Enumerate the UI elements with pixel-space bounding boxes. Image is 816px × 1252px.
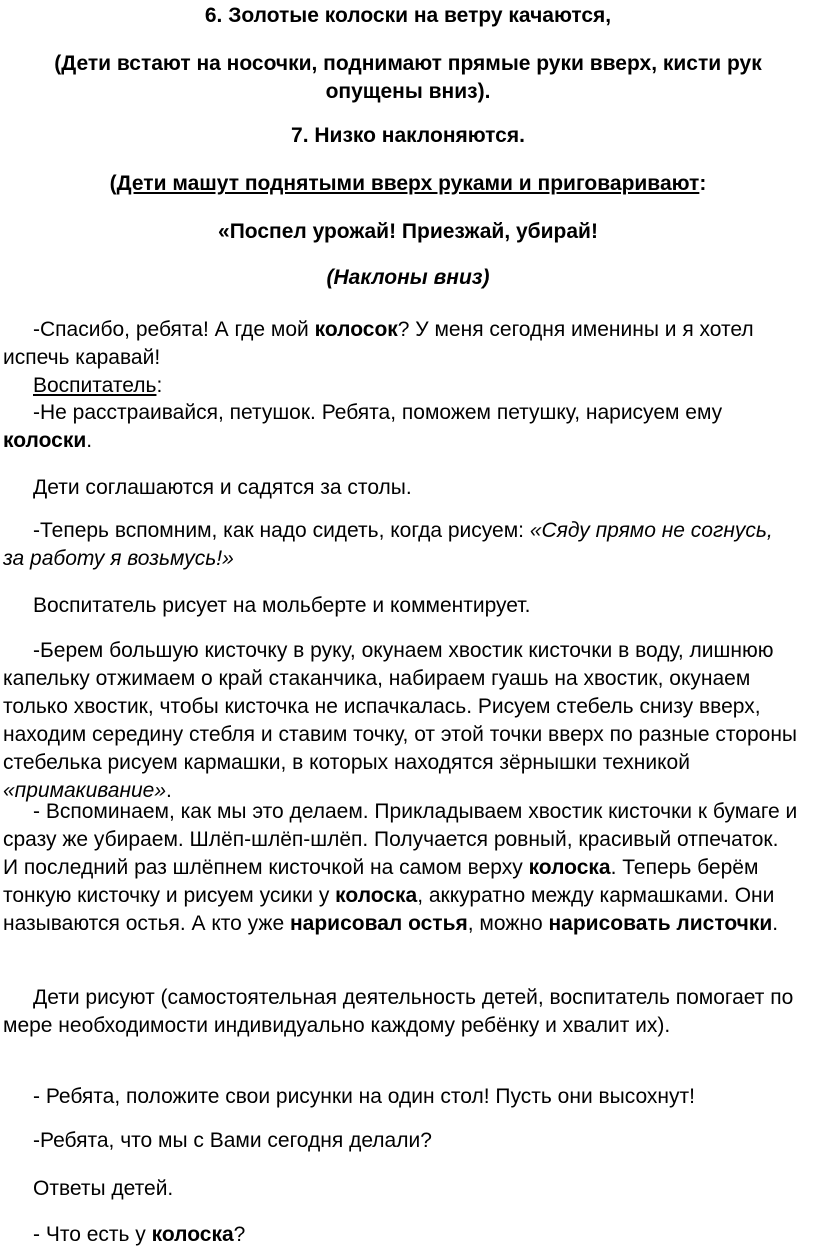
heading-7-note (0, 170, 816, 198)
bold-word: нарисовал остья (289, 912, 468, 935)
paragraph-stamping-technique (3, 798, 798, 938)
bold-word: колоска (151, 1223, 234, 1246)
paragraph-teacher-draws: Воспитатель рисует на мольберте и комментирует. (33, 594, 531, 617)
italic-term: «примакивание» (3, 779, 167, 802)
text-run: : (156, 374, 163, 397)
text-run: - Что есть у (33, 1223, 152, 1246)
text-run: ? (233, 1223, 246, 1246)
paragraph-rooster-thanks (3, 316, 798, 372)
paragraph-children-draw: Дети рисуют (самостоятельная деятельность детей, воспитатель помогает по мере необходимости индивидуально каждому ребёнку и хвалит их). (3, 986, 794, 1037)
text-run: . (772, 912, 779, 935)
paragraph-put-drawings: - Ребята, положите свои рисунки на один стол! Пусть они высохнут! (33, 1085, 695, 1108)
bold-word: колоски (3, 429, 87, 452)
bold-word: колоска (528, 856, 611, 879)
speaker-name: Воспитатель (33, 374, 157, 397)
chant-note: (Наклоны вниз) (326, 266, 490, 289)
text-run: . (86, 429, 93, 452)
paragraph-drawing-instructions (3, 637, 798, 805)
paragraph-answers: Ответы детей. (33, 1177, 174, 1200)
bold-word: нарисовать листочки (548, 912, 773, 935)
paragraph-children-sit: Дети соглашаются и садятся за столы. (33, 476, 412, 499)
text-run: -Спасибо, ребята! А где мой (33, 318, 315, 341)
text-run: ? У меня сегодня именины и я хотел испечь каравай! (3, 318, 754, 369)
text-run: , аккуратно между кармашками. Они называются остья. А кто уже (3, 884, 775, 935)
text-run: -Не расстраивайся, петушок. Ребята, поможем петушку, нарисуем ему (33, 401, 723, 424)
heading-6-note: (Дети встают на носочки, поднимают прямые руки вверх, кисти рук опущены вниз). (54, 52, 762, 103)
heading-7-note-open: ( (109, 172, 117, 195)
heading-7-note-close: : (699, 172, 707, 195)
text-run: . (166, 779, 172, 802)
bold-word: колоска (335, 884, 418, 907)
heading-6: 6. Золотые колоски на ветру качаются, (204, 4, 612, 27)
heading-7: 7. Низко наклоняются. (291, 124, 525, 147)
paragraph-question: -Ребята, что мы с Вами сегодня делали? (33, 1129, 432, 1152)
paragraph-ear-question (3, 1221, 798, 1249)
bold-word: колосок (314, 318, 398, 341)
heading-7-note-underlined: Дети машут поднятыми вверх руками и приговаривают (116, 172, 700, 195)
paragraph-teacher-reply (3, 399, 798, 455)
text-run: -Теперь вспомним, как надо сидеть, когда рисуем: (33, 519, 530, 542)
italic-quote: «Сяду прямо не согнусь, за работу я возьмусь!» (3, 519, 773, 570)
text-run: - Вспоминаем, как мы это делаем. Прикладываем хвостик кисточки к бумаге и сразу же убираем. Шлёп-шлёп-шлёп. Получается ровный, красивый отпечаток. И последний раз шлёпнем кисточкой на самом верху (3, 800, 798, 879)
text-run: -Берем большую кисточку в руку, окунаем хвостик кисточки в воду, лишнюю капельку отжимаем о край стаканчика, набираем гуашь на хвостик, окунаем только хвостик, чтобы кисточка не испачкалась. Рисуем стебель снизу вверх, находим середину стебля и ставим точку, от этой точки вверх по разные стороны стебелька рисуем кармашки, в которых находятся зёрнышки техникой (3, 639, 798, 774)
speaker-label (3, 372, 798, 400)
text-run: , можно (467, 912, 549, 935)
paragraph-sitting-rule (3, 517, 798, 573)
text-run: . Теперь берём тонкую кисточку и рисуем усики у (3, 856, 759, 907)
chant-line: «Поспел урожай! Приезжай, убирай! (218, 220, 598, 243)
